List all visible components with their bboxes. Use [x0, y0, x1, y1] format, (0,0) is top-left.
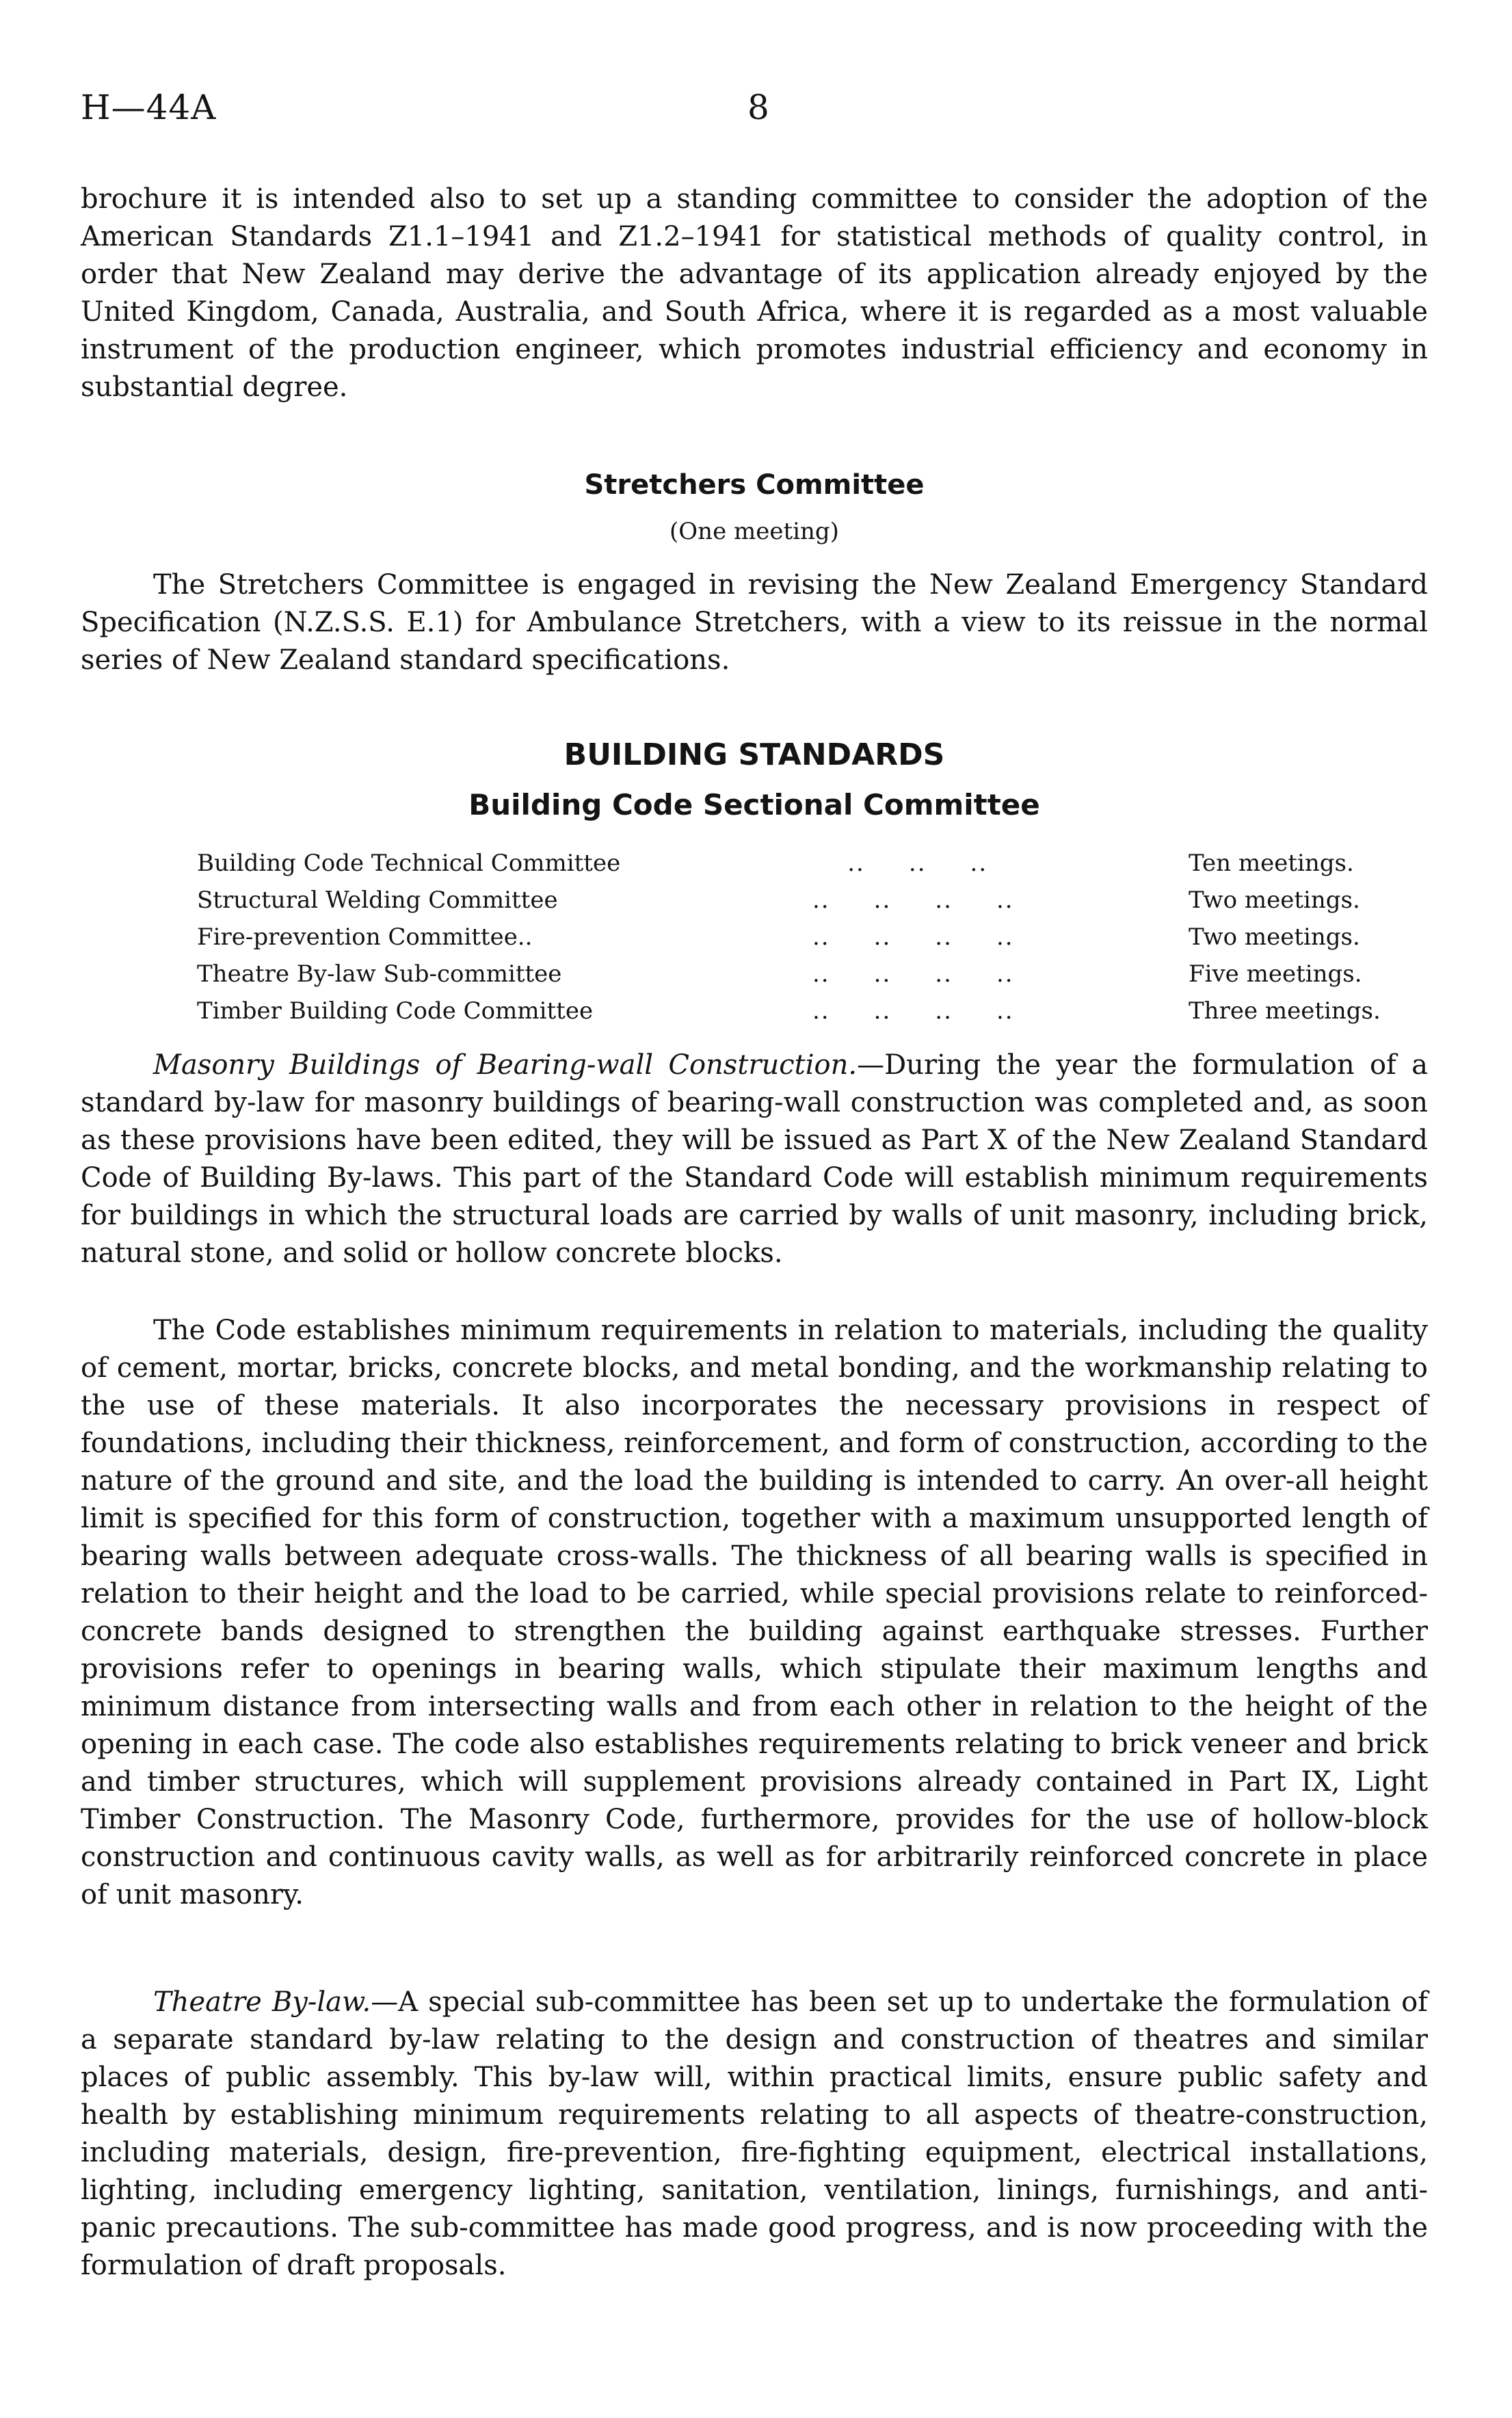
stretchers-committee-heading: Stretchers Committee: [584, 469, 925, 501]
page-number: 8: [747, 88, 769, 127]
committee-name: Fire-prevention Committee..: [197, 923, 533, 951]
theatre-section-title: Theatre By-law.: [153, 1986, 371, 2018]
masonry-paragraph-2: The Code establishes minimum requirements in relation to materials, including the quality of cement, mortar, bricks, concrete blocks, and metal bonding, and the workmanship relating to the use of these materials. It also incorporates the necessary provisions in respect of foundations, including their thickness, reinforcement, and form of construction, according to the nature of the ground and site, and the load the building is intended to carry. An over-all height limit is specified for this form of construction, together with a maximum unsupported length of bearing walls between adequate cross-walls. The thickness of all bearing walls is specified in relation to their height and the load to be carried, while special provisions relate to reinforced-concrete bands designed to strengthen the building against earthquake stresses. Further provisions refer to openings in bearing walls, which stipulate their maximum lengths and minimum distance from intersecting walls and from each other in relation to the height of the opening in each case. The code also establishes requirements relating to brick veneer and brick and timber structures, which will supplement provisions already contained in Part IX, Light Timber Construction. The Masonry Code, furthermore, provides for the use of hollow-block construction and continuous cavity walls, as well as for arbitrarily reinforced concrete in place of unit masonry.: [81, 1315, 1428, 1910]
masonry-paragraph-1: [81, 1047, 1428, 1272]
leader-dots: .. .. .. ..: [812, 960, 1014, 988]
committee-name: Building Code Technical Committee: [197, 850, 621, 877]
leader-dots: .. .. ..: [812, 850, 988, 877]
meeting-count: Ten meetings.: [1189, 850, 1354, 877]
leader-dots: .. .. .. ..: [812, 886, 1014, 914]
meeting-count: Five meetings.: [1189, 960, 1362, 988]
stretchers-paragraph: The Stretchers Committee is engaged in revising the New Zealand Emergency Standard Specification (N.Z.S.S. E.1) for Ambulance Stretchers, with a view to its reissue in the normal series of New Zealand standard specifications.: [81, 569, 1428, 676]
theatre-paragraph-text: —A special sub-committee has been set up to undertake the formulation of a separate standard by-law relating to the design and construction of theatres and similar places of public assembly. This by-law will, within practical limits, ensure public safety and health by establishing minimum requirements relating to all aspects of theatre-construction, including materials, design, fire-prevention, fire-fighting equipment, electrical installations, lighting, including emergency lighting, sanitation, ventilation, linings, furnishings, and anti-panic precautions. The sub-committee has made good progress, and is now proceeding with the formulation of draft proposals.: [81, 1986, 1428, 2281]
list-item: [197, 923, 1414, 960]
committee-name: Timber Building Code Committee: [197, 997, 594, 1025]
meeting-count: Three meetings.: [1189, 997, 1381, 1025]
building-code-committee-heading: Building Code Sectional Committee: [468, 788, 1040, 822]
stretchers-meeting-count: (One meeting): [669, 518, 839, 545]
leader-dots: .. .. .. ..: [812, 923, 1014, 951]
list-item: [197, 997, 1414, 1034]
meeting-count: Two meetings.: [1189, 923, 1360, 951]
list-item: [197, 960, 1414, 997]
building-standards-heading: BUILDING STANDARDS: [563, 737, 945, 772]
list-item: [197, 850, 1414, 886]
committee-name: Structural Welding Committee: [197, 886, 558, 914]
running-head: [81, 88, 1428, 135]
committee-meetings-list: [197, 850, 1414, 1034]
masonry-section-title: Masonry Buildings of Bearing-wall Construction.: [153, 1049, 858, 1081]
masonry-paragraph-1-text: —During the year the formulation of a standard by-law for masonry buildings of bearing-wall construction was completed and, as soon as these provisions have been edited, they will be issued as Part X of the New Zealand Standard Code of Building By-laws. This part of the Standard Code will establish minimum requirements for buildings in which the structural loads are carried by walls of unit masonry, including brick, natural stone, and solid or hollow concrete blocks.: [81, 1049, 1428, 1269]
theatre-paragraph: [81, 1984, 1428, 2285]
document-code: H—44A: [81, 88, 217, 127]
list-item: [197, 886, 1414, 923]
leader-dots: .. .. .. ..: [812, 997, 1014, 1025]
committee-name: Theatre By-law Sub-committee: [197, 960, 562, 988]
intro-paragraph: brochure it is intended also to set up a standing committee to consider the adoption of the American Standards Z1.1–1941 and Z1.2–1941 for statistical methods of quality control, in order that New Zealand may derive the advantage of its application already enjoyed by the United Kingdom, Canada, Australia, and South Africa, where it is regarded as a most valuable instrument of the production engineer, which promotes industrial efficiency and economy in substantial degree.: [81, 183, 1428, 403]
meeting-count: Two meetings.: [1189, 886, 1360, 914]
